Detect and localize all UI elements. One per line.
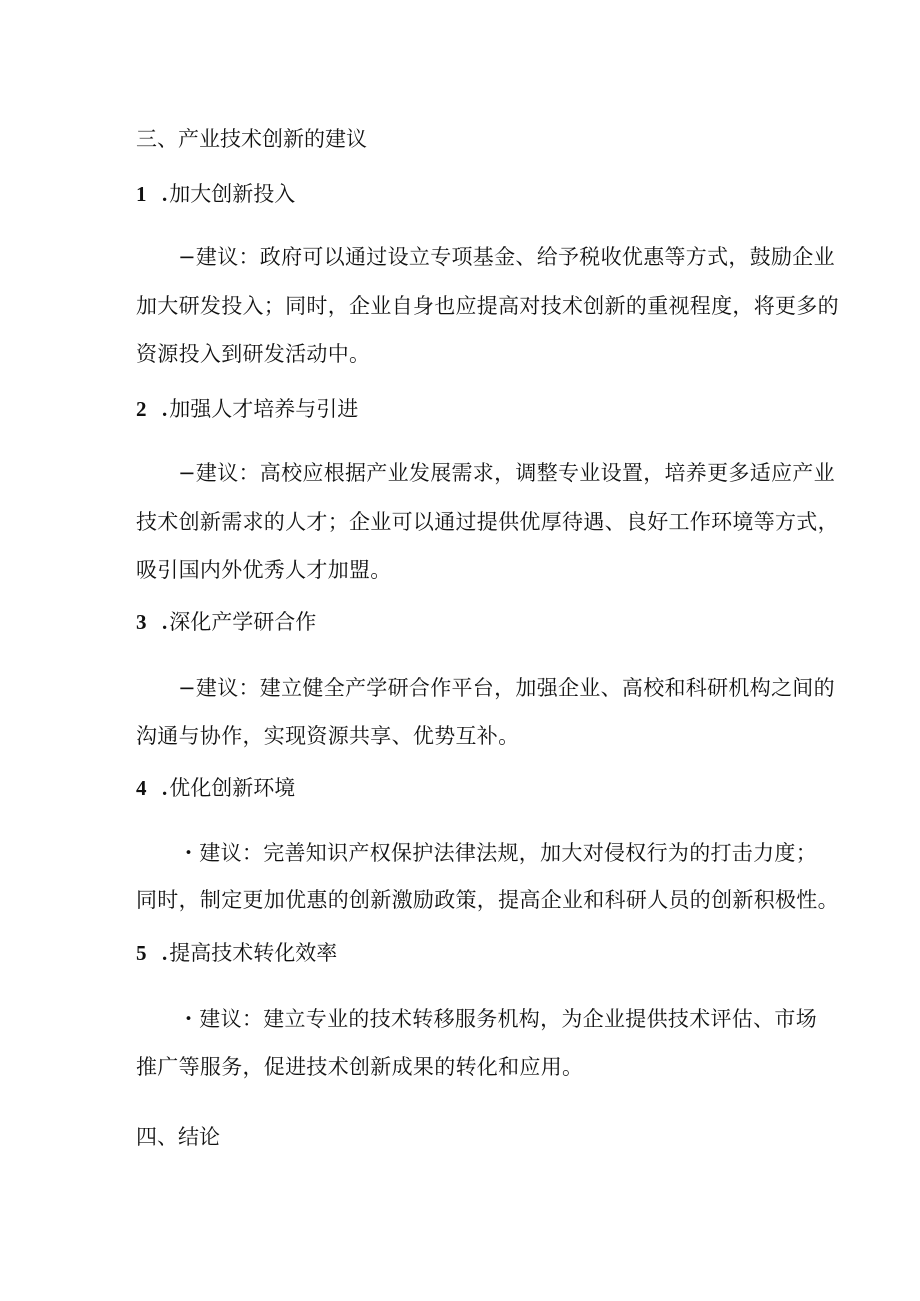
item-heading [136, 938, 337, 968]
paragraph-line: 吸引国内外优秀人才加盟。 [136, 558, 392, 582]
item-separator: . [162, 610, 168, 634]
item-number: 1 [136, 182, 147, 206]
item-number: 3 [136, 610, 147, 634]
item-title: 加大创新投入 [169, 182, 296, 206]
item-title: 深化产学研合作 [169, 610, 317, 634]
section-title: 三、产业技术创新的建议 [136, 127, 367, 151]
item-title: 提高技术转化效率 [169, 941, 338, 965]
paragraph-line: 沟通与协作，实现资源共享、优势互补。 [136, 724, 520, 748]
item-separator: . [162, 941, 168, 965]
item-heading [136, 394, 358, 424]
item-number: 4 [136, 776, 147, 800]
item-separator: . [162, 182, 168, 206]
paragraph-line: 加大研发投入；同时，企业自身也应提高对技术创新的重视程度，将更多的 [136, 294, 839, 318]
paragraph-line: −建议：政府可以通过设立专项基金、给予税收优惠等方式，鼓励企业 [178, 245, 835, 269]
paragraph-line: 资源投入到研发活动中。 [136, 342, 371, 366]
paragraph-line: ・建议：建立专业的技术转移服务机构，为企业提供技术评估、市场 [178, 1007, 817, 1031]
item-title: 优化创新环境 [169, 776, 296, 800]
paragraph-line: 同时，制定更加优惠的创新激励政策，提高企业和科研人员的创新积极性。 [136, 888, 839, 912]
item-heading [136, 179, 295, 209]
item-heading [136, 607, 316, 637]
section-title: 四、结论 [136, 1125, 220, 1149]
paragraph-line: 技术创新需求的人才；企业可以通过提供优厚待遇、良好工作环境等方式， [136, 510, 839, 534]
paragraph-line: 推广等服务，促进技术创新成果的转化和应用。 [136, 1055, 584, 1079]
item-separator: . [162, 776, 168, 800]
item-title: 加强人才培养与引进 [169, 397, 359, 421]
paragraph-line: −建议：建立健全产学研合作平台，加强企业、高校和科研机构之间的 [178, 676, 835, 700]
item-number: 2 [136, 397, 147, 421]
paragraph-line: ・建议：完善知识产权保护法律法规，加大对侵权行为的打击力度； [178, 841, 817, 865]
paragraph-line: −建议：高校应根据产业发展需求，调整专业设置，培养更多适应产业 [178, 461, 835, 485]
item-number: 5 [136, 941, 147, 965]
item-separator: . [162, 397, 168, 421]
item-heading [136, 773, 295, 803]
